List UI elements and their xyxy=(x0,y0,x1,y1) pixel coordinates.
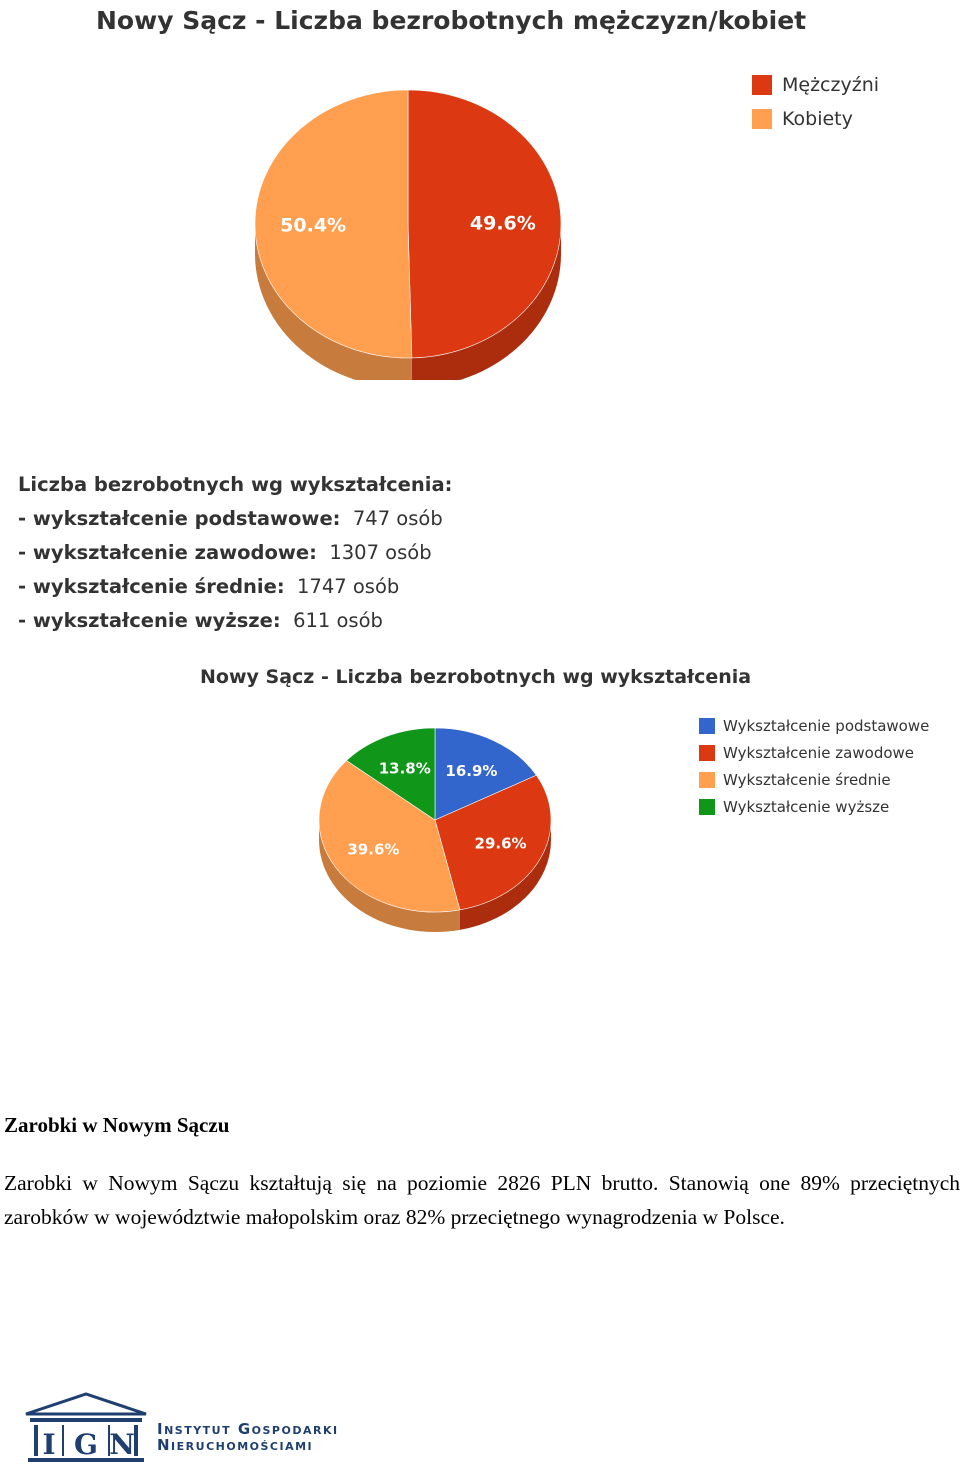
legend-swatch-men xyxy=(752,75,772,95)
summary-value: 1307 osób xyxy=(329,541,432,564)
education-chart-legend xyxy=(699,712,929,820)
summary-label: - wykształcenie podstawowe: xyxy=(18,507,341,530)
gender-slice-label-1: 50.4% xyxy=(280,214,347,237)
ign-building-icon xyxy=(22,1390,152,1466)
education-slice-label-3: 13.8% xyxy=(378,759,431,778)
gender-slice-label-0: 49.6% xyxy=(469,212,536,235)
summary-value: 1747 osób xyxy=(297,575,400,598)
salary-heading: Zarobki w Nowym Sączu xyxy=(4,1113,230,1137)
legend-swatch-women xyxy=(752,109,772,129)
summary-label: - wykształcenie wyższe: xyxy=(18,609,281,632)
legend-label-higher: Wykształcenie wyższe xyxy=(723,797,890,816)
legend-swatch-basic xyxy=(699,718,715,734)
summary-line-vocational xyxy=(18,538,452,572)
salary-paragraph: Zarobki w Nowym Sączu kształtują się na poziomie 2826 PLN brutto. Stanowią one 89% przeciętnych zarobków w województwie małopolskim oraz 82% przeciętnego wynagrodzenia w Polsce. xyxy=(4,1171,960,1229)
logo-letter-g: G xyxy=(74,1428,98,1461)
logo-letter-i: I xyxy=(42,1428,56,1461)
gender-pie-chart xyxy=(240,80,580,380)
summary-value: 611 osób xyxy=(293,609,383,632)
summary-label: - wykształcenie zawodowe: xyxy=(18,541,317,564)
education-pie-chart xyxy=(310,720,570,950)
legend-item-basic xyxy=(699,712,929,739)
summary-line-higher xyxy=(18,606,452,640)
legend-item-men xyxy=(752,68,879,102)
gender-chart-title: Nowy Sącz - Liczba bezrobotnych mężczyzn/kobiet xyxy=(96,6,807,35)
education-summary-heading: Liczba bezrobotnych wg wykształcenia: xyxy=(18,473,453,496)
legend-item-higher xyxy=(699,793,929,820)
ign-logo xyxy=(22,1390,382,1466)
legend-label-basic: Wykształcenie podstawowe xyxy=(723,716,930,735)
legend-label-secondary: Wykształcenie średnie xyxy=(723,770,891,789)
gender-chart-legend xyxy=(752,68,879,136)
legend-swatch-secondary xyxy=(699,772,715,788)
logo-letter-n: N xyxy=(109,1428,135,1461)
education-summary xyxy=(18,470,452,640)
legend-label-men: Mężczyźni xyxy=(782,74,880,96)
education-slice-label-2: 39.6% xyxy=(347,840,400,859)
logo-text-line1: Instytut Gospodarki xyxy=(157,1420,339,1438)
legend-item-vocational xyxy=(699,739,929,766)
summary-line-secondary xyxy=(18,572,452,606)
logo-text-line2: Nieruchomościami xyxy=(157,1436,314,1454)
legend-item-secondary xyxy=(699,766,929,793)
education-slice-label-1: 29.6% xyxy=(474,834,527,853)
education-chart-title: Nowy Sącz - Liczba bezrobotnych wg wykształcenia xyxy=(200,666,752,688)
legend-item-women xyxy=(752,102,879,136)
education-slice-label-0: 16.9% xyxy=(445,762,498,781)
summary-line-basic xyxy=(18,504,452,538)
summary-label: - wykształcenie średnie: xyxy=(18,575,285,598)
legend-swatch-higher xyxy=(699,799,715,815)
summary-value: 747 osób xyxy=(352,507,443,530)
legend-label-vocational: Wykształcenie zawodowe xyxy=(723,743,915,762)
legend-label-women: Kobiety xyxy=(782,108,853,130)
legend-swatch-vocational xyxy=(699,745,715,761)
